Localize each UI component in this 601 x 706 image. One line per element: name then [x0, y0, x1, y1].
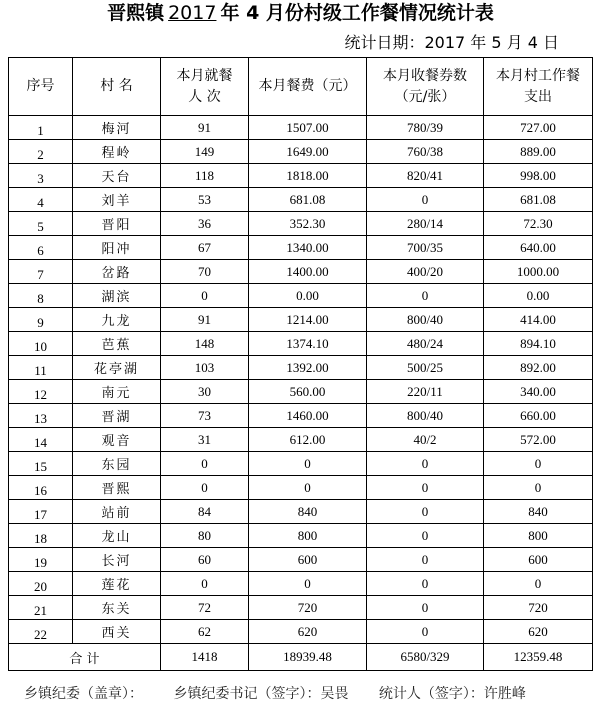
- table-header-row: [9, 58, 593, 116]
- row-meal-cost: 0.00: [249, 284, 367, 308]
- title-year: 2017: [168, 2, 217, 24]
- row-village: 东园: [73, 452, 161, 476]
- table-row: [9, 500, 593, 524]
- statistics-date: 统计日期：2017 年 5 月 4 日: [344, 33, 559, 52]
- row-village: 晋湖: [73, 404, 161, 428]
- row-vouchers: 0: [367, 500, 484, 524]
- row-diners: 36: [161, 212, 249, 236]
- row-meal-cost: 600: [249, 548, 367, 572]
- table-row: [9, 572, 593, 596]
- row-village: 梅河: [73, 116, 161, 140]
- table-row: [9, 620, 593, 644]
- table-row: [9, 284, 593, 308]
- row-expense: 894.10: [484, 332, 593, 356]
- row-expense: 0: [484, 452, 593, 476]
- row-seq: 18: [9, 524, 73, 548]
- row-vouchers: 0: [367, 572, 484, 596]
- row-expense: 681.08: [484, 188, 593, 212]
- row-vouchers: 800/40: [367, 404, 484, 428]
- row-diners: 60: [161, 548, 249, 572]
- row-expense: 660.00: [484, 404, 593, 428]
- table-row: [9, 476, 593, 500]
- row-diners: 70: [161, 260, 249, 284]
- row-seq: 16: [9, 476, 73, 500]
- table-row: [9, 404, 593, 428]
- total-diners: 1418: [161, 644, 249, 671]
- row-vouchers: 0: [367, 548, 484, 572]
- row-vouchers: 820/41: [367, 164, 484, 188]
- row-seq: 8: [9, 284, 73, 308]
- row-village: 天台: [73, 164, 161, 188]
- row-seq: 10: [9, 332, 73, 356]
- row-meal-cost: 1392.00: [249, 356, 367, 380]
- row-diners: 30: [161, 380, 249, 404]
- table-row: [9, 236, 593, 260]
- row-vouchers: 0: [367, 284, 484, 308]
- title-town: 晋熙镇: [107, 2, 165, 24]
- table-row: [9, 140, 593, 164]
- table-row: [9, 188, 593, 212]
- row-expense: 840: [484, 500, 593, 524]
- row-diners: 72: [161, 596, 249, 620]
- row-meal-cost: 620: [249, 620, 367, 644]
- row-expense: 72.30: [484, 212, 593, 236]
- row-expense: 414.00: [484, 308, 593, 332]
- row-village: 南元: [73, 380, 161, 404]
- title-suffix: 年 4 月份村级工作餐情况统计表: [220, 2, 494, 24]
- row-meal-cost: 800: [249, 524, 367, 548]
- table-row: [9, 260, 593, 284]
- row-village: 九龙: [73, 308, 161, 332]
- row-diners: 149: [161, 140, 249, 164]
- row-village: 刘羊: [73, 188, 161, 212]
- row-diners: 62: [161, 620, 249, 644]
- row-vouchers: 220/11: [367, 380, 484, 404]
- header-expense-line1: 本月村工作餐: [496, 67, 580, 84]
- table-row: [9, 380, 593, 404]
- row-meal-cost: 1649.00: [249, 140, 367, 164]
- row-diners: 91: [161, 308, 249, 332]
- row-diners: 103: [161, 356, 249, 380]
- page-title: [0, 0, 601, 26]
- row-seq: 2: [9, 140, 73, 164]
- row-expense: 800: [484, 524, 593, 548]
- row-meal-cost: 1214.00: [249, 308, 367, 332]
- row-expense: 727.00: [484, 116, 593, 140]
- row-diners: 67: [161, 236, 249, 260]
- row-expense: 340.00: [484, 380, 593, 404]
- row-meal-cost: 612.00: [249, 428, 367, 452]
- row-vouchers: 700/35: [367, 236, 484, 260]
- header-vouchers-line1: 本月收餐券数: [383, 67, 467, 84]
- table-row: [9, 164, 593, 188]
- row-vouchers: 0: [367, 452, 484, 476]
- row-vouchers: 780/39: [367, 116, 484, 140]
- row-expense: 892.00: [484, 356, 593, 380]
- row-expense: 1000.00: [484, 260, 593, 284]
- row-village: 观音: [73, 428, 161, 452]
- row-meal-cost: 681.08: [249, 188, 367, 212]
- row-vouchers: 480/24: [367, 332, 484, 356]
- total-vouchers: 6580/329: [367, 644, 484, 671]
- row-expense: 0.00: [484, 284, 593, 308]
- row-vouchers: 0: [367, 188, 484, 212]
- table-row: [9, 524, 593, 548]
- row-diners: 118: [161, 164, 249, 188]
- row-seq: 19: [9, 548, 73, 572]
- row-village: 龙山: [73, 524, 161, 548]
- total-cost: 18939.48: [249, 644, 367, 671]
- row-seq: 20: [9, 572, 73, 596]
- table-row: [9, 356, 593, 380]
- row-meal-cost: 0: [249, 476, 367, 500]
- row-seq: 22: [9, 620, 73, 644]
- row-vouchers: 760/38: [367, 140, 484, 164]
- row-seq: 1: [9, 116, 73, 140]
- header-village: 村 名: [73, 58, 161, 116]
- footer-seal: 乡镇纪委（盖章）：: [24, 686, 143, 702]
- row-village: 西关: [73, 620, 161, 644]
- row-meal-cost: 1507.00: [249, 116, 367, 140]
- table-row: [9, 428, 593, 452]
- row-diners: 84: [161, 500, 249, 524]
- row-vouchers: 400/20: [367, 260, 484, 284]
- row-expense: 640.00: [484, 236, 593, 260]
- row-village: 长河: [73, 548, 161, 572]
- header-diners: [161, 58, 249, 116]
- total-row: [9, 644, 593, 671]
- total-expense: 12359.48: [484, 644, 593, 671]
- row-village: 晋阳: [73, 212, 161, 236]
- row-seq: 13: [9, 404, 73, 428]
- row-diners: 0: [161, 284, 249, 308]
- row-vouchers: 280/14: [367, 212, 484, 236]
- row-village: 花亭湖: [73, 356, 161, 380]
- footer-statistician: 统计人（签字）：许胜峰: [378, 686, 526, 702]
- row-seq: 12: [9, 380, 73, 404]
- row-expense: 600: [484, 548, 593, 572]
- row-diners: 0: [161, 476, 249, 500]
- row-vouchers: 800/40: [367, 308, 484, 332]
- row-vouchers: 0: [367, 524, 484, 548]
- row-diners: 91: [161, 116, 249, 140]
- row-village: 站前: [73, 500, 161, 524]
- row-vouchers: 0: [367, 476, 484, 500]
- table-row: [9, 452, 593, 476]
- row-seq: 4: [9, 188, 73, 212]
- row-expense: 720: [484, 596, 593, 620]
- row-diners: 0: [161, 452, 249, 476]
- header-vouchers: [367, 58, 484, 116]
- row-village: 湖滨: [73, 284, 161, 308]
- row-meal-cost: 560.00: [249, 380, 367, 404]
- row-expense: 0: [484, 476, 593, 500]
- row-diners: 73: [161, 404, 249, 428]
- footer-secretary: 乡镇纪委书记（签字）：吴畏: [173, 686, 349, 702]
- row-seq: 15: [9, 452, 73, 476]
- table-row: [9, 308, 593, 332]
- row-expense: 572.00: [484, 428, 593, 452]
- row-seq: 3: [9, 164, 73, 188]
- row-meal-cost: 840: [249, 500, 367, 524]
- row-village: 莲花: [73, 572, 161, 596]
- row-vouchers: 0: [367, 596, 484, 620]
- row-expense: 889.00: [484, 140, 593, 164]
- total-label: 合 计: [9, 644, 161, 671]
- row-village: 晋熙: [73, 476, 161, 500]
- row-village: 岔路: [73, 260, 161, 284]
- table-row: [9, 212, 593, 236]
- row-meal-cost: 0: [249, 572, 367, 596]
- row-seq: 9: [9, 308, 73, 332]
- header-expense-line2: 支出: [524, 88, 552, 105]
- row-seq: 5: [9, 212, 73, 236]
- header-expense: [484, 58, 593, 116]
- row-expense: 0: [484, 572, 593, 596]
- row-meal-cost: 1400.00: [249, 260, 367, 284]
- row-expense: 998.00: [484, 164, 593, 188]
- row-meal-cost: 352.30: [249, 212, 367, 236]
- table-row: [9, 332, 593, 356]
- header-vouchers-line2: （元/张）: [394, 88, 456, 105]
- row-meal-cost: 1374.10: [249, 332, 367, 356]
- row-vouchers: 40/2: [367, 428, 484, 452]
- row-meal-cost: 1340.00: [249, 236, 367, 260]
- row-seq: 14: [9, 428, 73, 452]
- row-vouchers: 0: [367, 620, 484, 644]
- table-row: [9, 548, 593, 572]
- row-diners: 31: [161, 428, 249, 452]
- row-seq: 11: [9, 356, 73, 380]
- row-seq: 17: [9, 500, 73, 524]
- row-meal-cost: 1460.00: [249, 404, 367, 428]
- header-seq: 序号: [9, 58, 73, 116]
- table-row: [9, 116, 593, 140]
- row-diners: 148: [161, 332, 249, 356]
- row-expense: 620: [484, 620, 593, 644]
- row-seq: 21: [9, 596, 73, 620]
- row-village: 芭蕉: [73, 332, 161, 356]
- row-seq: 7: [9, 260, 73, 284]
- row-meal-cost: 0: [249, 452, 367, 476]
- row-village: 程岭: [73, 140, 161, 164]
- row-village: 东关: [73, 596, 161, 620]
- row-meal-cost: 1818.00: [249, 164, 367, 188]
- row-seq: 6: [9, 236, 73, 260]
- row-meal-cost: 720: [249, 596, 367, 620]
- row-diners: 53: [161, 188, 249, 212]
- row-diners: 0: [161, 572, 249, 596]
- row-vouchers: 500/25: [367, 356, 484, 380]
- row-diners: 80: [161, 524, 249, 548]
- header-diners-line2: 人 次: [188, 88, 221, 105]
- table-row: [9, 596, 593, 620]
- signature-footer: [24, 684, 552, 704]
- row-village: 阳冲: [73, 236, 161, 260]
- header-diners-line1: 本月就餐: [176, 67, 233, 84]
- header-meal-cost: 本月餐费（元）: [249, 58, 367, 116]
- meal-statistics-table: [8, 57, 593, 671]
